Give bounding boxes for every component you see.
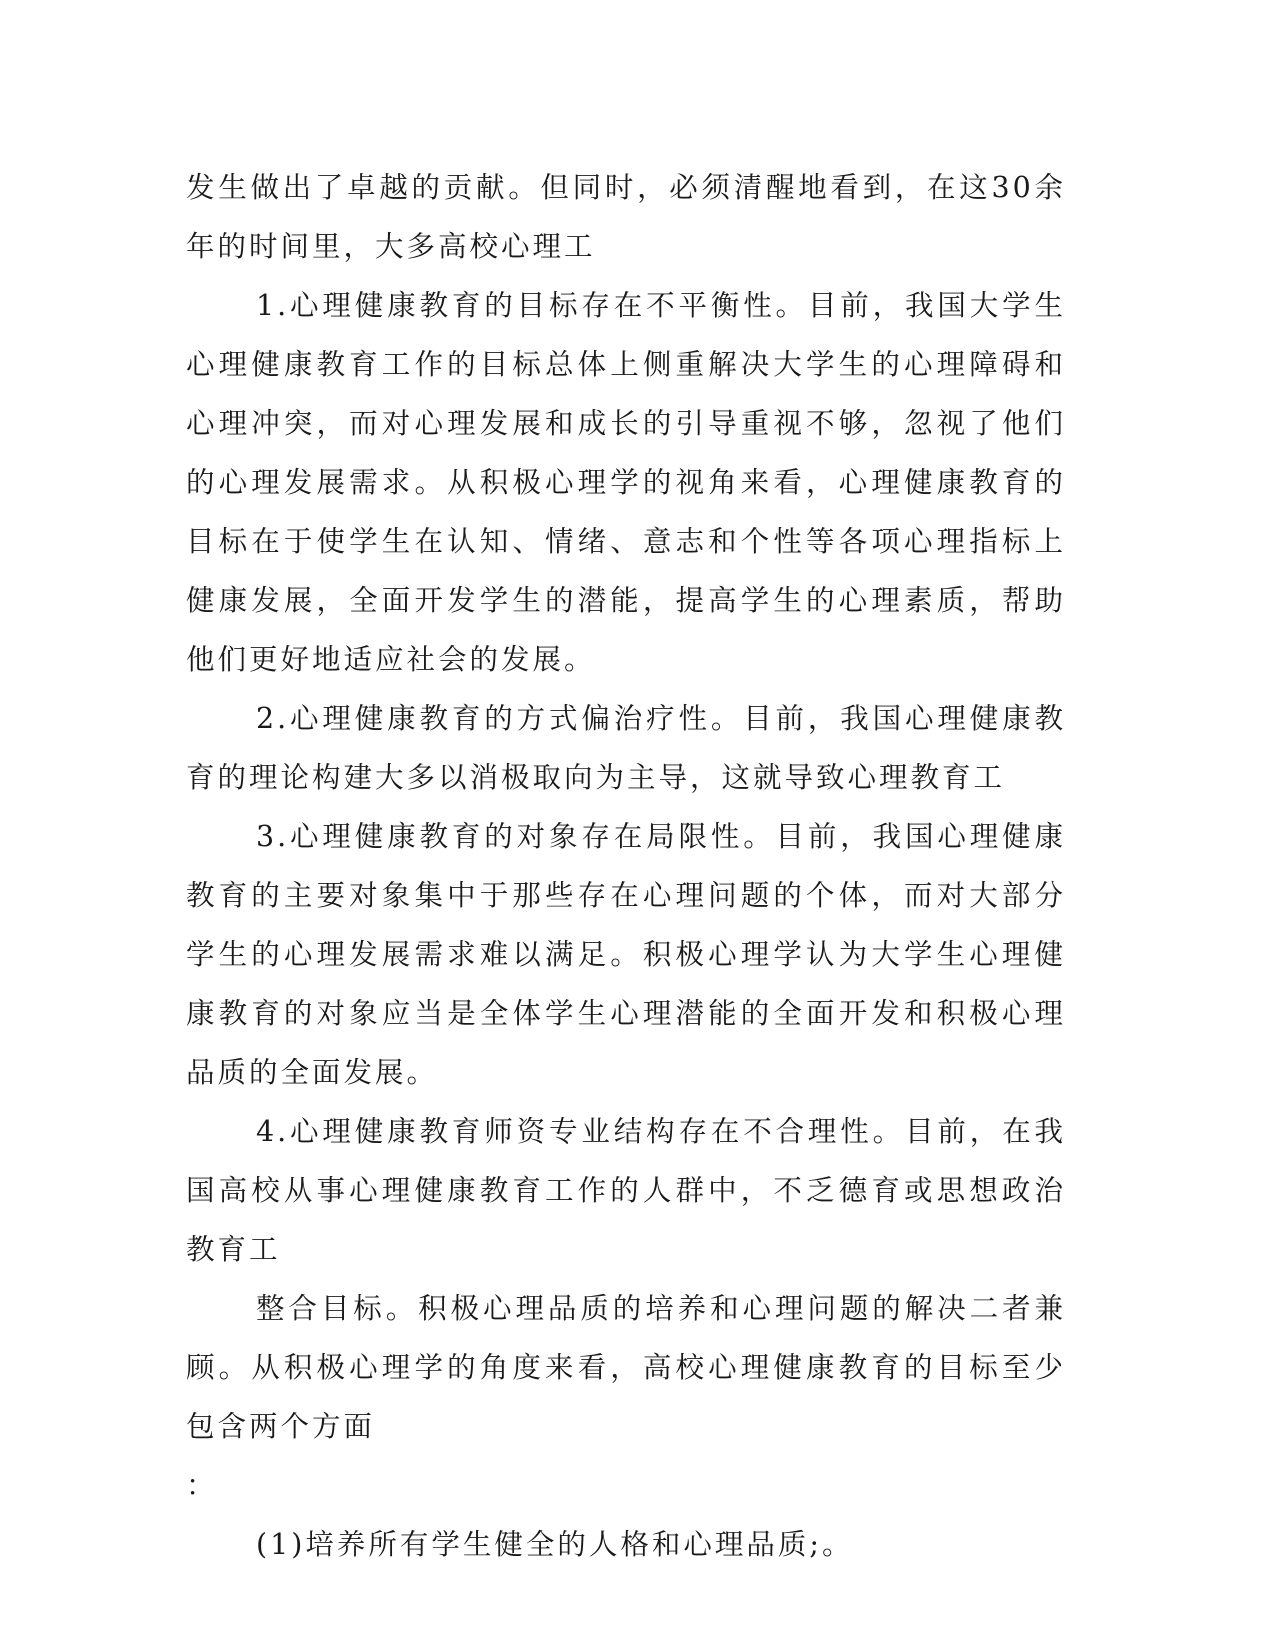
paragraph-sub-item-1: (1)培养所有学生健全的人格和心理品质;。 xyxy=(256,1528,854,1561)
paragraph-colon: ： xyxy=(186,1469,218,1502)
document-body xyxy=(186,158,1066,1574)
paragraph-integrated-goal: 整合目标。积极心理品质的培养和心理问题的解决二者兼顾。从积极心理学的角度来看，高校心理健康教育的目标至少包含两个方面 xyxy=(186,1292,1066,1443)
paragraph-item-3: 3.心理健康教育的对象存在局限性。目前，我国心理健康教育的主要对象集中于那些存在心理问题的个体，而对大部分学生的心理发展需求难以满足。积极心理学认为大学生心理健康教育的对象应当是全体学生心理潜能的全面开发和积极心理品质的全面发展。 xyxy=(186,820,1066,1089)
paragraph-item-1: 1.心理健康教育的目标存在不平衡性。目前，我国大学生心理健康教育工作的目标总体上侧重解决大学生的心理障碍和心理冲突，而对心理发展和成长的引导重视不够，忽视了他们的心理发展需求。从积极心理学的视角来看，心理健康教育的目标在于使学生在认知、情绪、意志和个性等各项心理指标上健康发展，全面开发学生的潜能，提高学生的心理素质，帮助他们更好地适应社会的发展。 xyxy=(186,289,1066,676)
paragraph-continuation: 发生做出了卓越的贡献。但同时，必须清醒地看到，在这30余年的时间里，大多高校心理工 xyxy=(186,171,1066,263)
paragraph-item-2: 2.心理健康教育的方式偏治疗性。目前，我国心理健康教育的理论构建大多以消极取向为主导，这就导致心理教育工 xyxy=(186,702,1066,794)
paragraph-item-4: 4.心理健康教育师资专业结构存在不合理性。目前，在我国高校从事心理健康教育工作的人群中，不乏德育或思想政治教育工 xyxy=(186,1115,1066,1266)
